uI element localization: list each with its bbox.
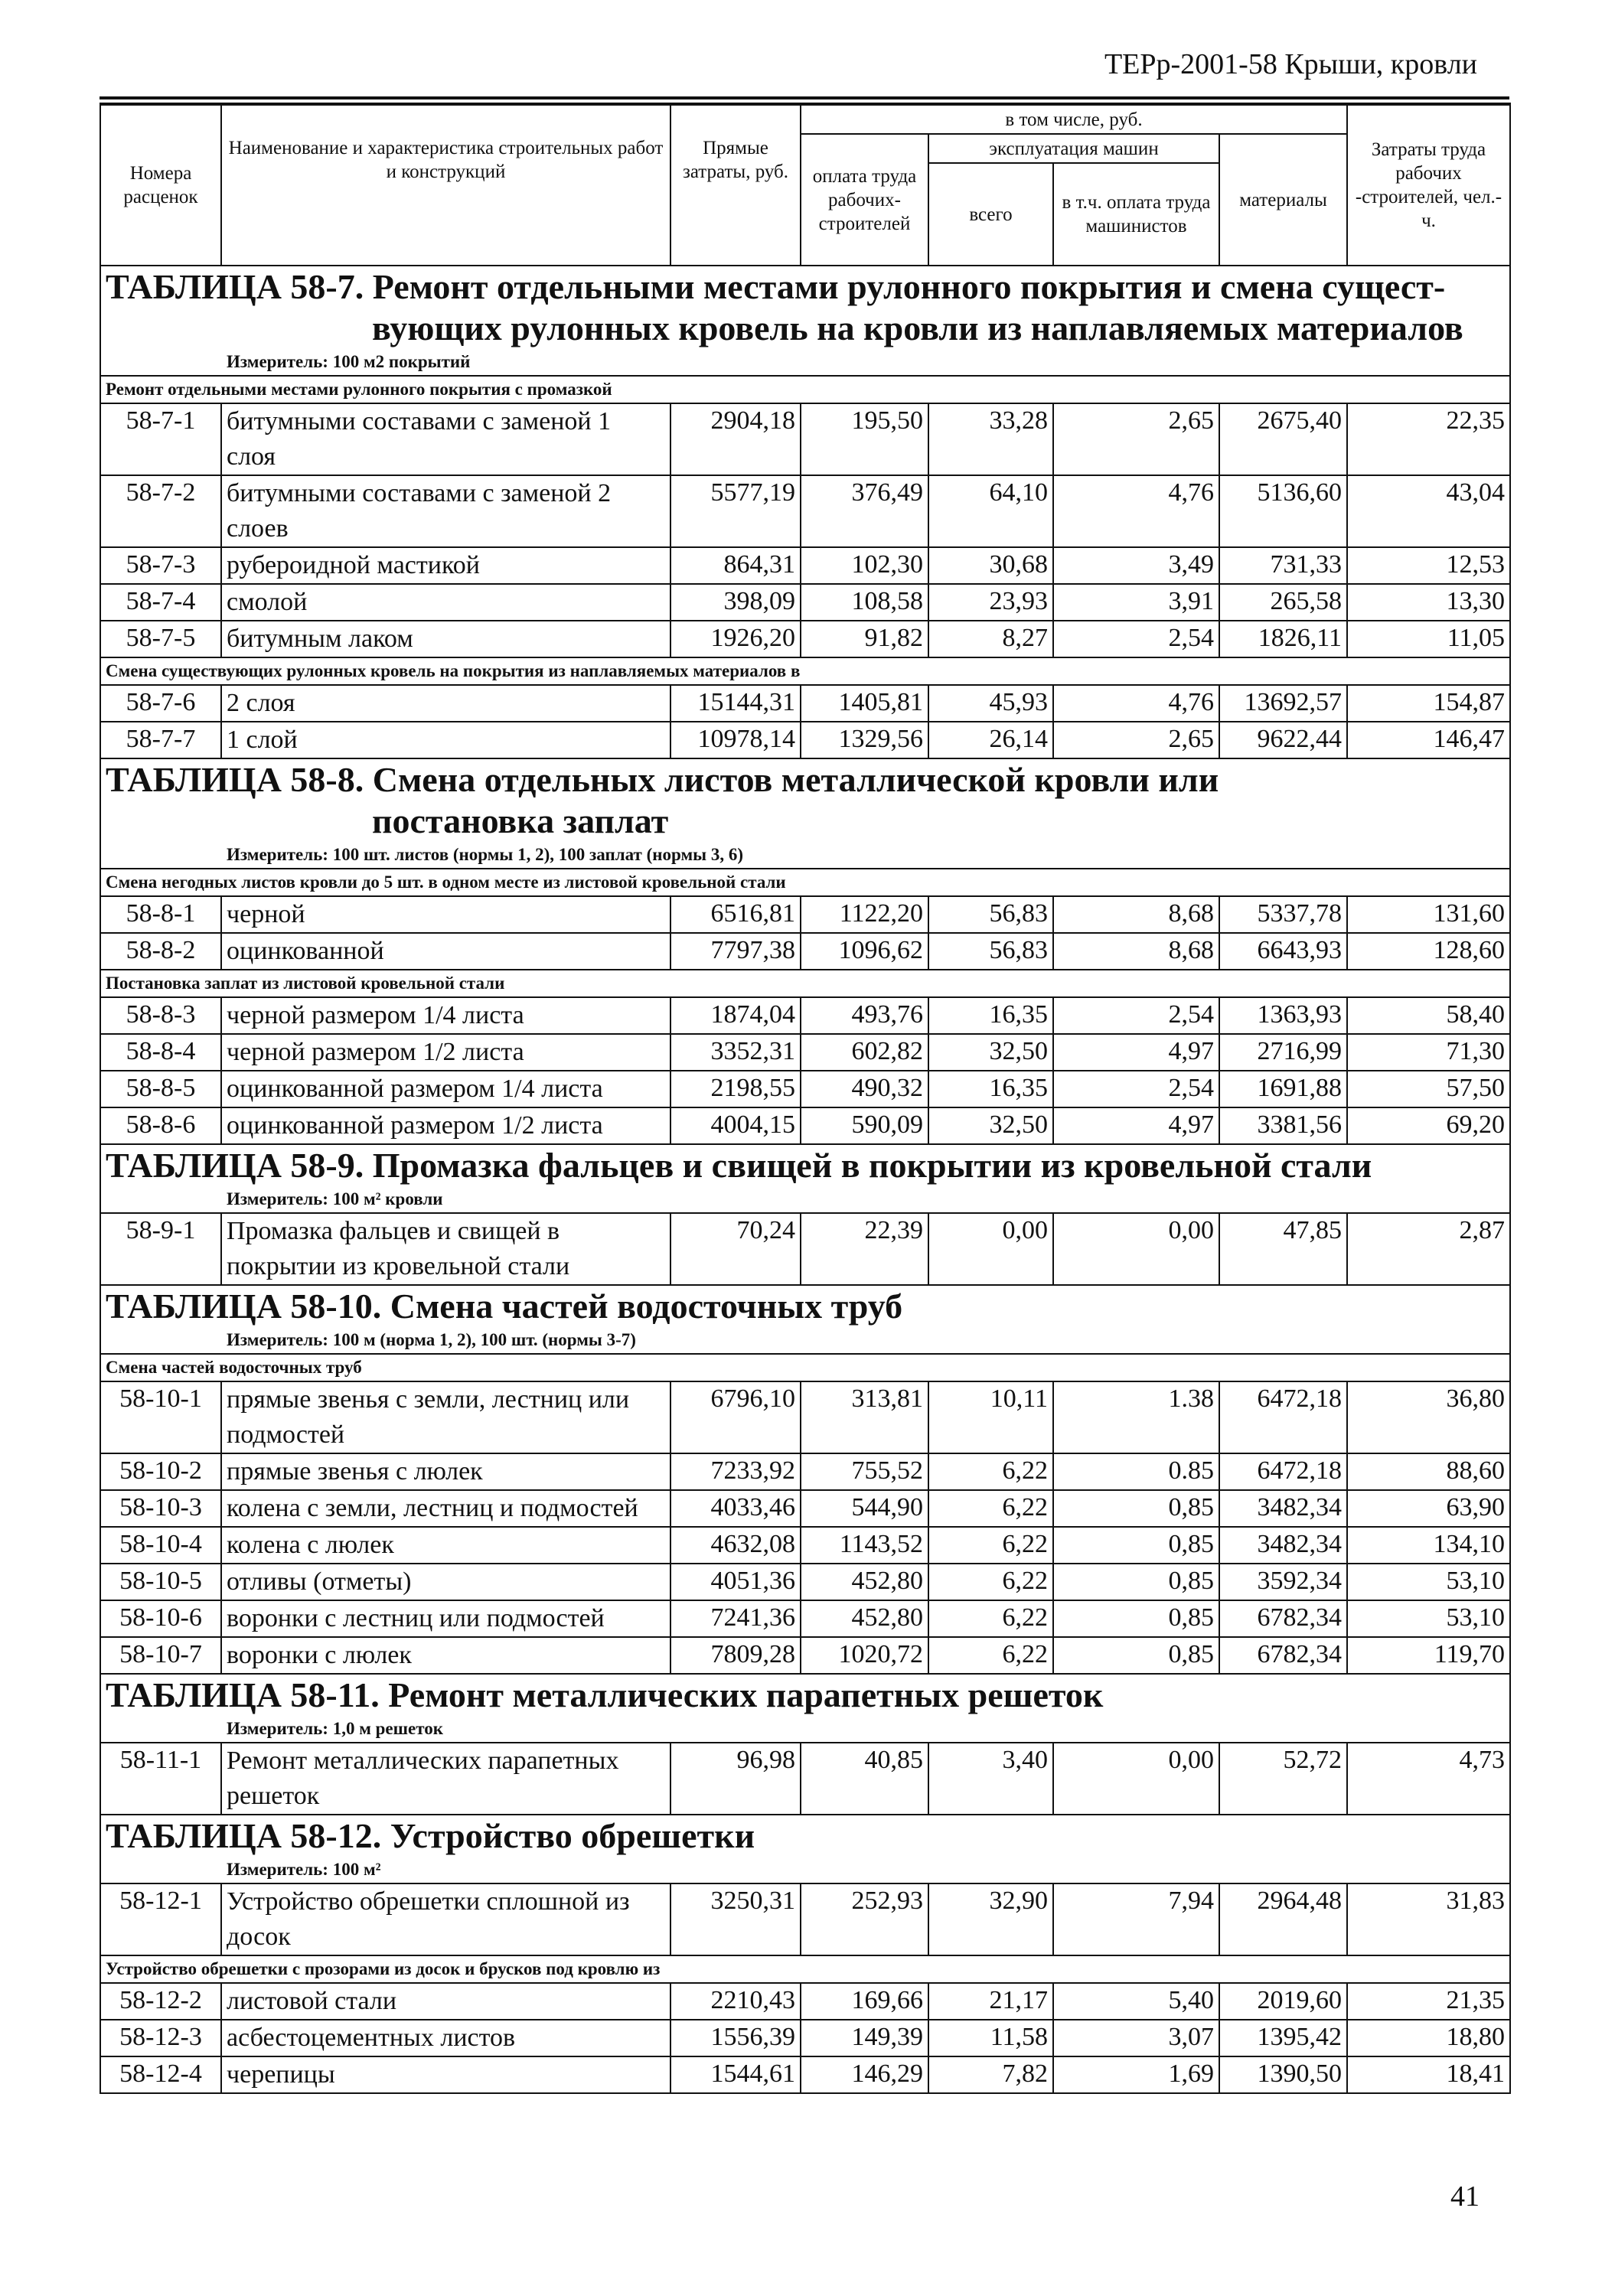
rate-name: черной: [221, 896, 670, 933]
rate-code: 58-12-3: [100, 2020, 221, 2056]
table-row: [100, 2020, 1510, 2056]
rate-code: 58-8-2: [100, 933, 221, 970]
section-meter: Измеритель: 100 м²: [227, 1860, 381, 1879]
rate-code: 58-10-7: [100, 1637, 221, 1674]
machines-total: 6,22: [928, 1490, 1053, 1527]
rate-name: битумными составами с заменой 2 слоев: [221, 475, 670, 547]
rate-code: 58-10-1: [100, 1381, 221, 1453]
rate-code: 58-8-4: [100, 1034, 221, 1071]
section-meter: Измеритель: 100 м (норма 1, 2), 100 шт. (нормы 3-7): [227, 1330, 636, 1349]
group-subheader: Устройство обрешетки с прозорами из досок и брусков под кровлю из: [100, 1955, 1510, 1983]
rate-code: 58-8-5: [100, 1071, 221, 1107]
labor-pay: 590,09: [801, 1107, 928, 1144]
rate-code: 58-11-1: [100, 1743, 221, 1815]
labor-pay: 313,81: [801, 1381, 928, 1453]
rate-name: прямые звенья с люлек: [221, 1453, 670, 1490]
machinists-pay: 2,54: [1053, 621, 1219, 657]
labor-pay: 755,52: [801, 1453, 928, 1490]
labor-pay: 22,39: [801, 1213, 928, 1285]
group-subheader: Смена негодных листов кровли до 5 шт. в одном месте из листовой кровельной стали: [100, 869, 1510, 896]
table-row: [100, 1883, 1510, 1955]
materials: 265,58: [1219, 584, 1347, 621]
section-title-row: [100, 1815, 1510, 1883]
labor-pay: 1096,62: [801, 933, 928, 970]
labor-pay: 493,76: [801, 997, 928, 1034]
machines-total: 23,93: [928, 584, 1053, 621]
group-subheader: Смена существующих рулонных кровель на покрытия из наплавляемых материалов в: [100, 657, 1510, 685]
materials: 3482,34: [1219, 1527, 1347, 1564]
materials: 5136,60: [1219, 475, 1347, 547]
machinists-pay: 3,49: [1053, 547, 1219, 584]
group-subheader-row: [100, 970, 1510, 997]
labor-hours: 53,10: [1347, 1564, 1510, 1600]
labor-hours: 12,53: [1347, 547, 1510, 584]
machines-total: 6,22: [928, 1453, 1053, 1490]
materials: 13692,57: [1219, 685, 1347, 722]
rate-name: черной размером 1/2 листа: [221, 1034, 670, 1071]
header-machines: эксплуатация машин: [928, 134, 1219, 163]
labor-hours: 53,10: [1347, 1600, 1510, 1637]
header-labor-pay: оплата труда рабочих-строителей: [801, 134, 928, 266]
machines-total: 6,22: [928, 1564, 1053, 1600]
labor-pay: 602,82: [801, 1034, 928, 1071]
section-meter: Измеритель: 100 м2 покрытий: [227, 352, 471, 371]
labor-pay: 1020,72: [801, 1637, 928, 1674]
materials: 47,85: [1219, 1213, 1347, 1285]
materials: 3381,56: [1219, 1107, 1347, 1144]
rate-name: оцинкованной размером 1/2 листа: [221, 1107, 670, 1144]
direct-costs: 7241,36: [670, 1600, 801, 1637]
direct-costs: 1544,61: [670, 2056, 801, 2093]
direct-costs: 7797,38: [670, 933, 801, 970]
direct-costs: 2198,55: [670, 1071, 801, 1107]
materials: 6643,93: [1219, 933, 1347, 970]
table-body: [100, 266, 1510, 2093]
machines-total: 6,22: [928, 1527, 1053, 1564]
labor-hours: 131,60: [1347, 896, 1510, 933]
direct-costs: 3352,31: [670, 1034, 801, 1071]
labor-pay: 252,93: [801, 1883, 928, 1955]
section-title: вующих рулонных кровель на кровли из наплавляемых материалов: [372, 308, 1463, 347]
materials: 1363,93: [1219, 997, 1347, 1034]
machinists-pay: 0,85: [1053, 1527, 1219, 1564]
direct-costs: 4033,46: [670, 1490, 801, 1527]
table-row: [100, 547, 1510, 584]
labor-pay: 149,39: [801, 2020, 928, 2056]
section-title-row: [100, 758, 1510, 869]
header-materials: материалы: [1219, 134, 1347, 266]
machines-total: 33,28: [928, 403, 1053, 475]
rate-name: черепицы: [221, 2056, 670, 2093]
materials: 6782,34: [1219, 1637, 1347, 1674]
labor-pay: 1329,56: [801, 722, 928, 758]
rate-code: 58-8-3: [100, 997, 221, 1034]
direct-costs: 4051,36: [670, 1564, 801, 1600]
labor-pay: 1122,20: [801, 896, 928, 933]
rate-name: колена с люлек: [221, 1527, 670, 1564]
table-row: [100, 685, 1510, 722]
machinists-pay: 3,91: [1053, 584, 1219, 621]
table-row: [100, 403, 1510, 475]
direct-costs: 6796,10: [670, 1381, 801, 1453]
group-subheader-row: [100, 657, 1510, 685]
group-subheader: Смена частей водосточных труб: [100, 1354, 1510, 1381]
machines-total: 6,22: [928, 1637, 1053, 1674]
machines-total: 16,35: [928, 1071, 1053, 1107]
rate-name: оцинкованной: [221, 933, 670, 970]
rate-name: отливы (отметы): [221, 1564, 670, 1600]
table-row: [100, 621, 1510, 657]
machines-total: 32,90: [928, 1883, 1053, 1955]
labor-hours: 18,80: [1347, 2020, 1510, 2056]
materials: 2964,48: [1219, 1883, 1347, 1955]
table-row: [100, 1034, 1510, 1071]
rate-code: 58-12-1: [100, 1883, 221, 1955]
table-row: [100, 1637, 1510, 1674]
table-row: [100, 475, 1510, 547]
machinists-pay: 4,97: [1053, 1107, 1219, 1144]
machines-total: 56,83: [928, 933, 1053, 970]
machines-total: 10,11: [928, 1381, 1053, 1453]
machinists-pay: 2,54: [1053, 997, 1219, 1034]
machinists-pay: 2,65: [1053, 403, 1219, 475]
direct-costs: 3250,31: [670, 1883, 801, 1955]
machinists-pay: 0,85: [1053, 1600, 1219, 1637]
section-title: ТАБЛИЦА 58-10. Смена частей водосточных труб: [106, 1287, 903, 1326]
labor-hours: 63,90: [1347, 1490, 1510, 1527]
materials: 3482,34: [1219, 1490, 1347, 1527]
rate-code: 58-12-4: [100, 2056, 221, 2093]
direct-costs: 10978,14: [670, 722, 801, 758]
section-title-row: [100, 1674, 1510, 1743]
labor-hours: 88,60: [1347, 1453, 1510, 1490]
materials: 5337,78: [1219, 896, 1347, 933]
machinists-pay: 0,00: [1053, 1213, 1219, 1285]
labor-pay: 146,29: [801, 2056, 928, 2093]
machines-total: 64,10: [928, 475, 1053, 547]
section-title-cell: [100, 1144, 1510, 1213]
machines-total: 0,00: [928, 1213, 1053, 1285]
rate-name: листовой стали: [221, 1983, 670, 2020]
machinists-pay: 8,68: [1053, 933, 1219, 970]
materials: 1390,50: [1219, 2056, 1347, 2093]
labor-hours: 21,35: [1347, 1983, 1510, 2020]
direct-costs: 6516,81: [670, 896, 801, 933]
direct-costs: 2210,43: [670, 1983, 801, 2020]
materials: 1826,11: [1219, 621, 1347, 657]
labor-hours: 36,80: [1347, 1381, 1510, 1453]
header-machinists-pay: в т.ч. оплата труда машинистов: [1053, 163, 1219, 266]
labor-hours: 43,04: [1347, 475, 1510, 547]
machines-total: 32,50: [928, 1034, 1053, 1071]
labor-hours: 22,35: [1347, 403, 1510, 475]
rate-name: 2 слоя: [221, 685, 670, 722]
labor-hours: 69,20: [1347, 1107, 1510, 1144]
direct-costs: 70,24: [670, 1213, 801, 1285]
rate-name: воронки с люлек: [221, 1637, 670, 1674]
direct-costs: 4632,08: [670, 1527, 801, 1564]
group-subheader-row: [100, 1354, 1510, 1381]
section-title-cell: [100, 266, 1510, 376]
materials: 9622,44: [1219, 722, 1347, 758]
direct-costs: 398,09: [670, 584, 801, 621]
materials: 2019,60: [1219, 1983, 1347, 2020]
group-subheader-row: [100, 869, 1510, 896]
header-code: Номера расценок: [100, 104, 221, 266]
rate-code: 58-10-2: [100, 1453, 221, 1490]
section-title-row: [100, 1285, 1510, 1354]
table-row: [100, 1490, 1510, 1527]
header-direct-costs: Прямые затраты, руб.: [670, 104, 801, 266]
machinists-pay: 0,85: [1053, 1490, 1219, 1527]
running-head: ТЕРр-2001-58 Крыши, кровли: [1104, 48, 1477, 80]
machinists-pay: 8,68: [1053, 896, 1219, 933]
table-row: [100, 584, 1510, 621]
table-row: [100, 1564, 1510, 1600]
rate-name: битумными составами с заменой 1 слоя: [221, 403, 670, 475]
materials: 2675,40: [1219, 403, 1347, 475]
table-row: [100, 1381, 1510, 1453]
rate-code: 58-9-1: [100, 1213, 221, 1285]
labor-hours: 154,87: [1347, 685, 1510, 722]
table-row: [100, 1527, 1510, 1564]
rates-table: [100, 103, 1511, 2094]
group-subheader: Ремонт отдельными местами рулонного покрытия с промазкой: [100, 376, 1510, 403]
materials: 52,72: [1219, 1743, 1347, 1815]
rate-code: 58-7-4: [100, 584, 221, 621]
machinists-pay: 5,40: [1053, 1983, 1219, 2020]
labor-hours: 119,70: [1347, 1637, 1510, 1674]
machinists-pay: 0,85: [1053, 1564, 1219, 1600]
machinists-pay: 2,65: [1053, 722, 1219, 758]
table-row: [100, 896, 1510, 933]
section-title-cell: [100, 1285, 1510, 1354]
machines-total: 11,58: [928, 2020, 1053, 2056]
section-title: ТАБЛИЦА 58-11. Ремонт металлических парапетных решеток: [106, 1675, 1104, 1714]
materials: 2716,99: [1219, 1034, 1347, 1071]
rate-name: воронки с лестниц или подмостей: [221, 1600, 670, 1637]
direct-costs: 5577,19: [670, 475, 801, 547]
machines-total: 30,68: [928, 547, 1053, 584]
rate-name: прямые звенья с земли, лестниц или подмостей: [221, 1381, 670, 1453]
labor-pay: 490,32: [801, 1071, 928, 1107]
rate-name: асбестоцементных листов: [221, 2020, 670, 2056]
direct-costs: 4004,15: [670, 1107, 801, 1144]
top-rule: [100, 96, 1509, 99]
machines-total: 45,93: [928, 685, 1053, 722]
machines-total: 21,17: [928, 1983, 1053, 2020]
labor-pay: 169,66: [801, 1983, 928, 2020]
header-labor-hours: Затраты труда рабочих -строителей, чел.-ч.: [1347, 104, 1510, 266]
rate-name: колена с земли, лестниц и подмостей: [221, 1490, 670, 1527]
direct-costs: 15144,31: [670, 685, 801, 722]
direct-costs: 7233,92: [670, 1453, 801, 1490]
rate-code: 58-7-6: [100, 685, 221, 722]
direct-costs: 1874,04: [670, 997, 801, 1034]
labor-hours: 134,10: [1347, 1527, 1510, 1564]
labor-hours: 18,41: [1347, 2056, 1510, 2093]
labor-pay: 108,58: [801, 584, 928, 621]
direct-costs: 96,98: [670, 1743, 801, 1815]
rate-code: 58-7-5: [100, 621, 221, 657]
machinists-pay: 2,54: [1053, 1071, 1219, 1107]
labor-pay: 1405,81: [801, 685, 928, 722]
direct-costs: 7809,28: [670, 1637, 801, 1674]
table-row: [100, 1600, 1510, 1637]
materials: 731,33: [1219, 547, 1347, 584]
labor-pay: 376,49: [801, 475, 928, 547]
page-number: 41: [1450, 2180, 1480, 2213]
machinists-pay: 4,76: [1053, 475, 1219, 547]
labor-pay: 452,80: [801, 1600, 928, 1637]
labor-pay: 544,90: [801, 1490, 928, 1527]
machines-total: 6,22: [928, 1600, 1053, 1637]
rate-code: 58-7-1: [100, 403, 221, 475]
labor-pay: 91,82: [801, 621, 928, 657]
labor-pay: 1143,52: [801, 1527, 928, 1564]
table-row: [100, 1983, 1510, 2020]
group-subheader-row: [100, 1955, 1510, 1983]
rate-code: 58-12-2: [100, 1983, 221, 2020]
labor-hours: 57,50: [1347, 1071, 1510, 1107]
machines-total: 32,50: [928, 1107, 1053, 1144]
section-title-cell: [100, 758, 1510, 869]
rate-code: 58-8-6: [100, 1107, 221, 1144]
machinists-pay: 7,94: [1053, 1883, 1219, 1955]
rate-code: 58-10-5: [100, 1564, 221, 1600]
machines-total: 8,27: [928, 621, 1053, 657]
table-row: [100, 997, 1510, 1034]
table-row: [100, 1107, 1510, 1144]
labor-pay: 452,80: [801, 1564, 928, 1600]
materials: 1691,88: [1219, 1071, 1347, 1107]
labor-hours: 146,47: [1347, 722, 1510, 758]
labor-hours: 11,05: [1347, 621, 1510, 657]
rate-code: 58-8-1: [100, 896, 221, 933]
section-meter: Измеритель: 100 шт. листов (нормы 1, 2), 100 заплат (нормы 3, 6): [227, 845, 743, 864]
rate-name: битумным лаком: [221, 621, 670, 657]
machines-total: 16,35: [928, 997, 1053, 1034]
rate-code: 58-10-3: [100, 1490, 221, 1527]
direct-costs: 1926,20: [670, 621, 801, 657]
machinists-pay: 1.38: [1053, 1381, 1219, 1453]
section-meter: Измеритель: 1,0 м решеток: [227, 1719, 443, 1738]
labor-hours: 58,40: [1347, 997, 1510, 1034]
machinists-pay: 0,00: [1053, 1743, 1219, 1815]
machinists-pay: 4,76: [1053, 685, 1219, 722]
machinists-pay: 0,85: [1053, 1637, 1219, 1674]
rate-code: 58-7-2: [100, 475, 221, 547]
section-title: ТАБЛИЦА 58-9. Промазка фальцев и свищей в покрытии из кровельной стали: [106, 1146, 1372, 1185]
direct-costs: 864,31: [670, 547, 801, 584]
machines-total: 3,40: [928, 1743, 1053, 1815]
header-name: Наименование и характеристика строительных работ и конструкций: [221, 104, 670, 266]
machines-total: 7,82: [928, 2056, 1053, 2093]
rate-name: Промазка фальцев и свищей в покрытии из кровельной стали: [221, 1213, 670, 1285]
section-title: ТАБЛИЦА 58-8. Смена отдельных листов металлической кровли или: [106, 760, 1219, 799]
header-machines-total: всего: [928, 163, 1053, 266]
rate-name: 1 слой: [221, 722, 670, 758]
machines-total: 26,14: [928, 722, 1053, 758]
table-row: [100, 1071, 1510, 1107]
table-row: [100, 1743, 1510, 1815]
section-title-row: [100, 266, 1510, 376]
section-title: ТАБЛИЦА 58-7. Ремонт отдельными местами рулонного покрытия и смена сущест-: [106, 267, 1446, 306]
group-subheader-row: [100, 376, 1510, 403]
machines-total: 56,83: [928, 896, 1053, 933]
rate-name: Устройство обрешетки сплошной из досок: [221, 1883, 670, 1955]
rate-code: 58-10-6: [100, 1600, 221, 1637]
materials: 6472,18: [1219, 1381, 1347, 1453]
direct-costs: 2904,18: [670, 403, 801, 475]
rate-name: оцинкованной размером 1/4 листа: [221, 1071, 670, 1107]
rate-code: 58-10-4: [100, 1527, 221, 1564]
section-meter: Измеритель: 100 м² кровли: [227, 1189, 443, 1208]
table-row: [100, 1213, 1510, 1285]
table-row: [100, 722, 1510, 758]
machinists-pay: 4,97: [1053, 1034, 1219, 1071]
labor-hours: 31,83: [1347, 1883, 1510, 1955]
rate-code: 58-7-3: [100, 547, 221, 584]
machinists-pay: 0.85: [1053, 1453, 1219, 1490]
materials: 3592,34: [1219, 1564, 1347, 1600]
labor-hours: 13,30: [1347, 584, 1510, 621]
rate-name: Ремонт металлических парапетных решеток: [221, 1743, 670, 1815]
machinists-pay: 3,07: [1053, 2020, 1219, 2056]
rate-name: смолой: [221, 584, 670, 621]
section-title-cell: [100, 1674, 1510, 1743]
table-row: [100, 1453, 1510, 1490]
materials: 6472,18: [1219, 1453, 1347, 1490]
table-row: [100, 933, 1510, 970]
section-title-cell: [100, 1815, 1510, 1883]
rate-code: 58-7-7: [100, 722, 221, 758]
machinists-pay: 1,69: [1053, 2056, 1219, 2093]
group-subheader: Постановка заплат из листовой кровельной стали: [100, 970, 1510, 997]
section-title: постановка заплат: [372, 801, 669, 840]
labor-pay: 102,30: [801, 547, 928, 584]
labor-pay: 40,85: [801, 1743, 928, 1815]
section-title: ТАБЛИЦА 58-12. Устройство обрешетки: [106, 1816, 755, 1855]
labor-pay: 195,50: [801, 403, 928, 475]
section-title-row: [100, 1144, 1510, 1213]
direct-costs: 1556,39: [670, 2020, 801, 2056]
materials: 1395,42: [1219, 2020, 1347, 2056]
rate-name: рубероидной мастикой: [221, 547, 670, 584]
rate-name: черной размером 1/4 листа: [221, 997, 670, 1034]
materials: 6782,34: [1219, 1600, 1347, 1637]
labor-hours: 2,87: [1347, 1213, 1510, 1285]
labor-hours: 128,60: [1347, 933, 1510, 970]
table-row: [100, 2056, 1510, 2093]
header-including: в том числе, руб.: [801, 104, 1347, 134]
labor-hours: 71,30: [1347, 1034, 1510, 1071]
labor-hours: 4,73: [1347, 1743, 1510, 1815]
